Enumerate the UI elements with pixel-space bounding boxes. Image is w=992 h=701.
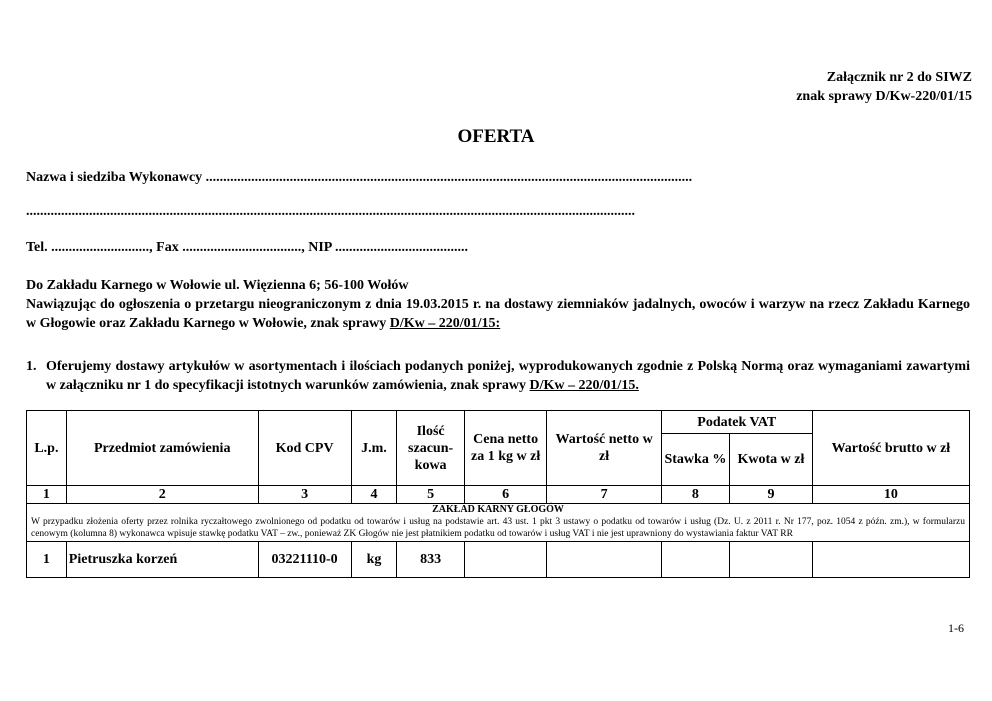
offer-item-1 — [26, 357, 970, 395]
col-number-2: 2 — [66, 486, 258, 504]
section-note: W przypadku złożenia oferty przez rolnika ryczałtowego zwolnionego od podatku od towarów i usług na podstawie art. 43 ust. 1 pkt 3 ustawy o podatku od towarów i usług (Dz. U. z 2011 r. Nr 177, poz. 1054 z późn. zm.), w formularzu cenowym (kolumna 8) wykonawca wpisuje stawkę podatku VAT – zw., ponieważ ZK Głogów nie jest płatnikiem podatku od towarów i usług VAT i nie jest uprawniony do wystawiania faktur VAT RR — [31, 517, 965, 539]
header-vat-amount: Kwota w zł — [730, 434, 813, 486]
col-number-9: 9 — [730, 486, 813, 504]
section-cell — [27, 504, 970, 542]
col-number-3: 3 — [258, 486, 351, 504]
col-number-1: 1 — [27, 486, 67, 504]
header-unit: J.m. — [351, 411, 397, 486]
case-reference: znak sprawy D/Kw-220/01/15 — [796, 89, 972, 104]
header-qty: Ilość szacun-kowa — [397, 411, 464, 486]
col-number-10: 10 — [812, 486, 969, 504]
attachment-label: Załącznik nr 2 do SIWZ — [826, 70, 972, 85]
item-case-ref: D/Kw – 220/01/15. — [529, 378, 639, 393]
col-number-4: 4 — [351, 486, 397, 504]
header-gross: Wartość brutto w zł — [812, 411, 969, 486]
header-price: Cena netto za 1 kg w zł — [464, 411, 547, 486]
document-header — [796, 68, 972, 106]
row-vat-amount-input[interactable] — [730, 542, 813, 578]
row-vat-rate-input[interactable] — [661, 542, 729, 578]
col-number-6: 6 — [464, 486, 547, 504]
contractor-address-field[interactable]: .............................................................................................................................................................................. — [26, 204, 635, 219]
item-text-wrap — [46, 357, 970, 395]
col-number-8: 8 — [661, 486, 729, 504]
row-qty: 833 — [397, 542, 464, 578]
offer-table — [26, 410, 970, 578]
page-number: 1-6 — [948, 621, 964, 635]
header-vat-rate: Stawka % — [661, 434, 729, 486]
row-net-value-input[interactable] — [547, 542, 661, 578]
header-vat-group: Podatek VAT — [661, 411, 812, 434]
row-unit: kg — [351, 542, 397, 578]
intro-paragraph — [26, 295, 970, 333]
row-gross-input[interactable] — [812, 542, 969, 578]
col-number-7: 7 — [547, 486, 661, 504]
col-number-5: 5 — [397, 486, 464, 504]
section-title: ZAKŁAD KARNY GŁOGÓW — [432, 504, 564, 515]
intro-case-ref: D/Kw – 220/01/15: — [389, 316, 501, 331]
addressee: Do Zakładu Karnego w Wołowie ul. Więzienna 6; 56-100 Wołów — [26, 278, 409, 293]
contact-field[interactable]: Tel. ............................, Fax .................................., NIP ...................................... — [26, 240, 469, 255]
page-title: OFERTA — [457, 126, 535, 147]
row-lp: 1 — [27, 542, 67, 578]
table-row — [27, 542, 970, 578]
row-price-input[interactable] — [464, 542, 547, 578]
item-number: 1. — [26, 359, 37, 374]
item-text: Oferujemy dostawy artykułów w asortymentach i ilościach podanych poniżej, wyprodukowanych zgodnie z Polską Normą oraz wymaganiami zawartymi w załączniku nr 1 do specyfikacji istotnych warunków zamówienia, znak sprawy — [46, 359, 970, 393]
row-subject: Pietruszka korzeń — [66, 542, 258, 578]
row-cpv: 03221110-0 — [258, 542, 351, 578]
contractor-name-field[interactable]: Nazwa i siedziba Wykonawcy ........................................................................................................................................... — [26, 170, 693, 185]
header-net-value: Wartość netto w zł — [547, 411, 661, 486]
intro-text: Nawiązując do ogłoszenia o przetargu nieograniczonym z dnia 19.03.2015 r. na dostawy ziemniaków jadalnych, owoców i warzyw na rzecz Zakładu Karnego w Głogowie oraz Zakładu Karnego w Wołowie, znak sprawy — [26, 297, 970, 331]
header-subject: Przedmiot zamówienia — [66, 411, 258, 486]
header-cpv: Kod CPV — [258, 411, 351, 486]
header-lp: L.p. — [27, 411, 67, 486]
